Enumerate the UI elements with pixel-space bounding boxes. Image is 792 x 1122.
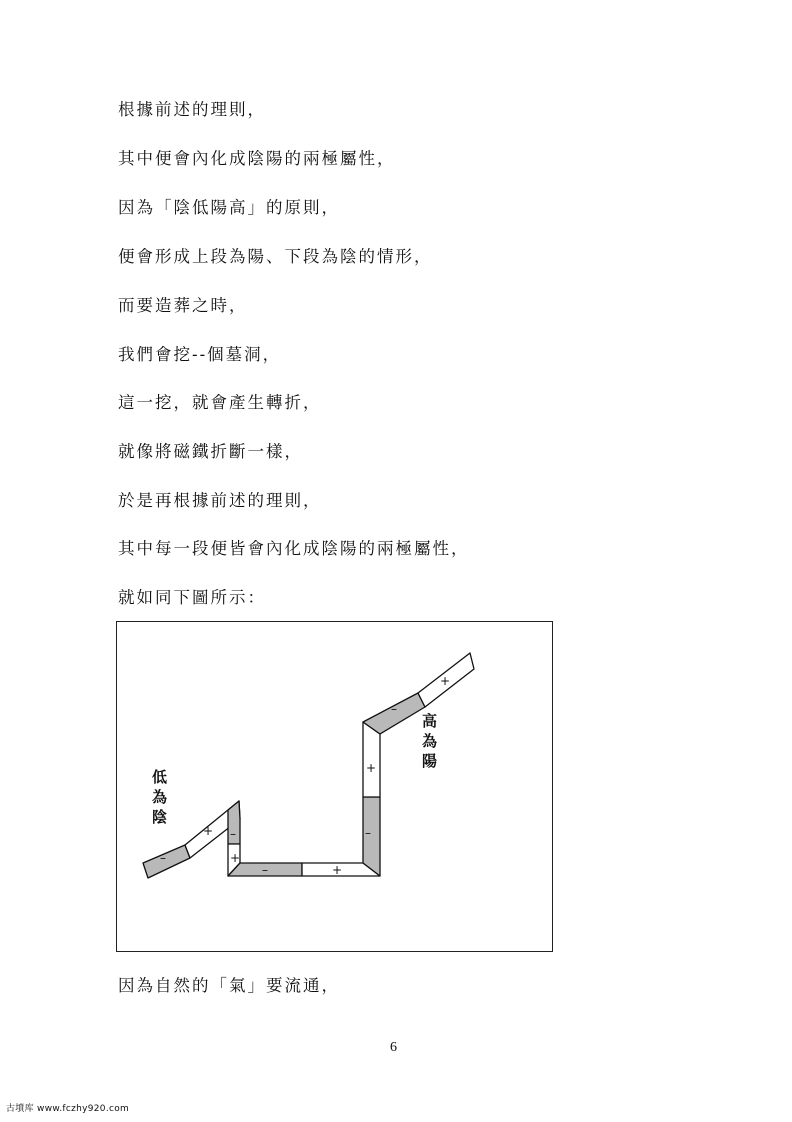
text-line: 便會形成上段為陽、下段為陰的情形，: [118, 247, 433, 266]
minus-sign: –: [262, 863, 268, 877]
text-line: 就像將磁鐵折斷一樣，: [118, 442, 303, 461]
band-segment-plus: [363, 722, 380, 797]
minus-sign: –: [365, 826, 371, 840]
text-line: 於是再根據前述的理則，: [118, 491, 322, 510]
text-line: 就如同下圖所示：: [118, 588, 266, 607]
text-line: 其中便會內化成陰陽的兩極屬性，: [118, 149, 396, 168]
text-line: 這一挖，就會產生轉折，: [118, 393, 322, 412]
label-high-1: 高: [422, 712, 438, 730]
minus-sign: –: [230, 827, 236, 841]
watermark[interactable]: 古墳库 www.fczhy920.com: [6, 1104, 130, 1114]
plus-sign: +: [230, 851, 241, 865]
text-line: 而要造葬之時，: [118, 296, 248, 315]
text-line: 因為「陰低陽高」的原則，: [118, 198, 340, 217]
page-number: 6: [390, 1040, 397, 1055]
label-high-3: 陽: [422, 752, 438, 770]
label-low-3: 陰: [152, 808, 168, 826]
minus-sign: –: [391, 702, 397, 716]
band-segment-minus: [143, 845, 190, 878]
plus-sign: +: [366, 761, 377, 775]
plus-sign: +: [332, 863, 343, 877]
text-line-after-figure: 因為自然的「氣」要流通，: [118, 976, 340, 995]
magnet-diagram-svg: [117, 622, 552, 951]
label-low-1: 低: [152, 768, 168, 786]
text-line: 我們會挖--個墓洞，: [118, 345, 282, 364]
text-line: 根據前述的理則，: [118, 100, 266, 119]
text-line: 其中每一段便皆會內化成陰陽的兩極屬性，: [118, 539, 470, 558]
minus-sign: –: [160, 851, 166, 865]
label-high-2: 為: [422, 732, 438, 750]
plus-sign: +: [440, 674, 451, 688]
label-low-2: 為: [152, 788, 168, 806]
magnet-diagram: [116, 621, 553, 952]
plus-sign: +: [203, 824, 214, 838]
